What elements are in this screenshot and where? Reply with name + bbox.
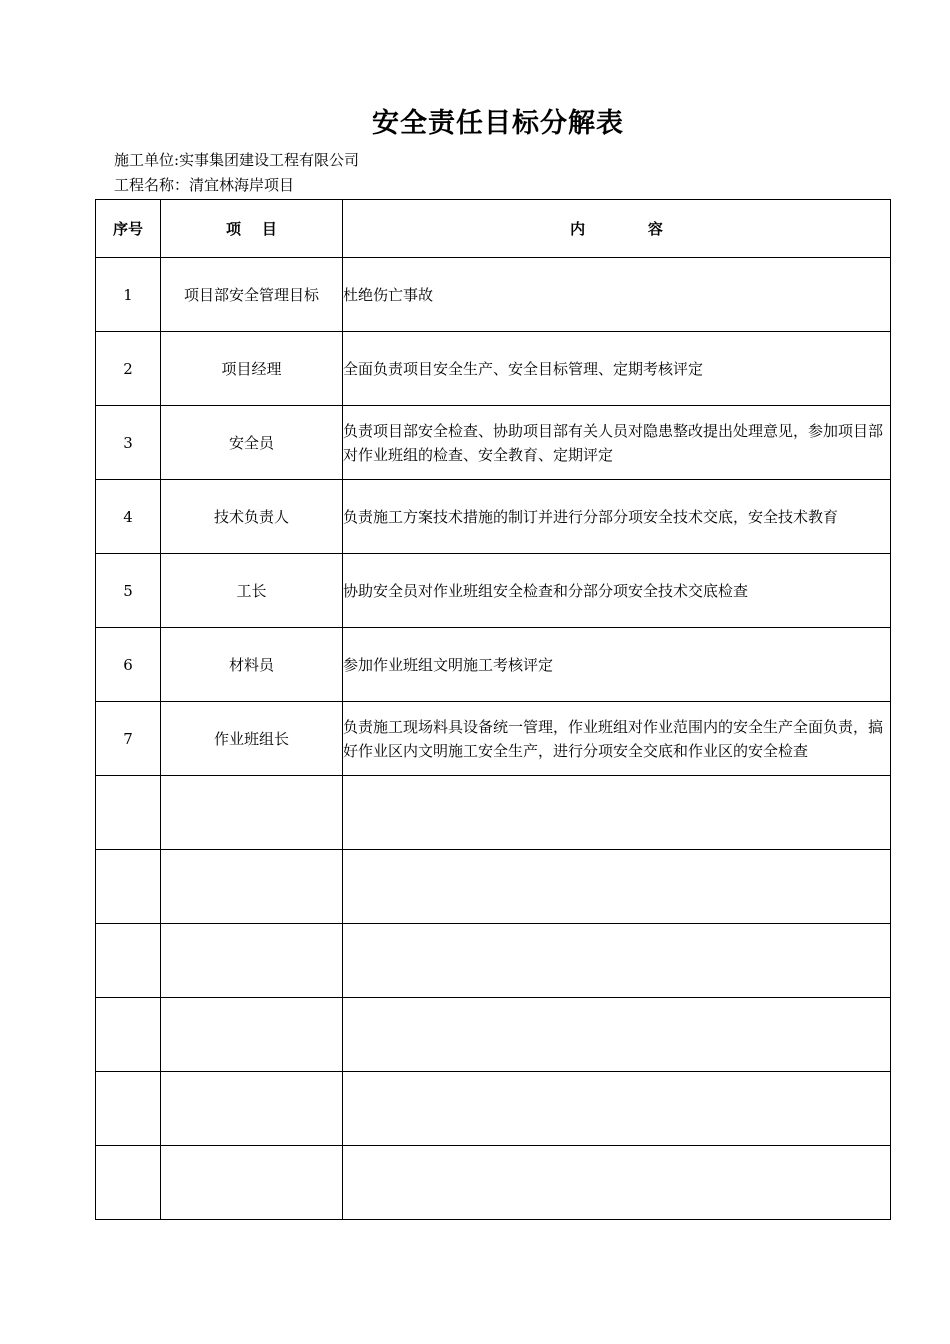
- row-content: [343, 850, 891, 924]
- row-seq: [96, 1146, 161, 1220]
- row-content: 负责施工方案技术措施的制订并进行分部分项安全技术交底，安全技术教育: [343, 480, 891, 554]
- table-row: [96, 480, 891, 554]
- row-content: 全面负责项目安全生产、安全目标管理、定期考核评定: [343, 332, 891, 406]
- table-row-empty: [96, 924, 891, 998]
- row-seq: 6: [96, 628, 161, 702]
- table-row: [96, 702, 891, 776]
- table-header-row: [96, 200, 891, 258]
- row-item: 技术负责人: [161, 480, 343, 554]
- document-title: 安全责任目标分解表: [372, 108, 624, 139]
- row-seq: [96, 1072, 161, 1146]
- row-seq: 7: [96, 702, 161, 776]
- table-row: [96, 554, 891, 628]
- row-content: [343, 998, 891, 1072]
- header-content: 内 容: [343, 200, 891, 258]
- row-item: [161, 776, 343, 850]
- row-seq: [96, 776, 161, 850]
- row-item: 项目经理: [161, 332, 343, 406]
- table-row: [96, 332, 891, 406]
- row-item: 工长: [161, 554, 343, 628]
- safety-target-table: [95, 199, 891, 1220]
- row-item: [161, 1072, 343, 1146]
- row-content: 负责施工现场料具设备统一管理，作业班组对作业范围内的安全生产全面负责，搞好作业区内文明施工安全生产，进行分项安全交底和作业区的安全检查: [343, 702, 891, 776]
- row-seq: 1: [96, 258, 161, 332]
- project-name: 工程名称：清宜林海岸项目: [114, 176, 295, 194]
- table-row: [96, 258, 891, 332]
- row-item: 安全员: [161, 406, 343, 480]
- construction-unit: 施工单位:实事集团建设工程有限公司: [114, 151, 360, 169]
- row-item: [161, 1146, 343, 1220]
- table-row-empty: [96, 850, 891, 924]
- header-seq: 序号: [96, 200, 161, 258]
- row-item: [161, 924, 343, 998]
- row-content: 协助安全员对作业班组安全检查和分部分项安全技术交底检查: [343, 554, 891, 628]
- row-seq: [96, 850, 161, 924]
- row-content: 杜绝伤亡事故: [343, 258, 891, 332]
- row-seq: [96, 998, 161, 1072]
- row-seq: 3: [96, 406, 161, 480]
- row-seq: 4: [96, 480, 161, 554]
- table-row-empty: [96, 998, 891, 1072]
- row-item: 项目部安全管理目标: [161, 258, 343, 332]
- row-content: 负责项目部安全检查、协助项目部有关人员对隐患整改提出处理意见，参加项目部对作业班组的检查、安全教育、定期评定: [343, 406, 891, 480]
- header-item: 项 目: [161, 200, 343, 258]
- row-content: 参加作业班组文明施工考核评定: [343, 628, 891, 702]
- row-seq: 2: [96, 332, 161, 406]
- row-item: [161, 850, 343, 924]
- row-content: [343, 1072, 891, 1146]
- row-item: 材料员: [161, 628, 343, 702]
- table-row: [96, 628, 891, 702]
- row-seq: [96, 924, 161, 998]
- row-seq: 5: [96, 554, 161, 628]
- table-row: [96, 406, 891, 480]
- table-row-empty: [96, 1072, 891, 1146]
- row-content: [343, 776, 891, 850]
- row-content: [343, 1146, 891, 1220]
- table-row-empty: [96, 1146, 891, 1220]
- row-item: [161, 998, 343, 1072]
- row-content: [343, 924, 891, 998]
- table-row-empty: [96, 776, 891, 850]
- row-item: 作业班组长: [161, 702, 343, 776]
